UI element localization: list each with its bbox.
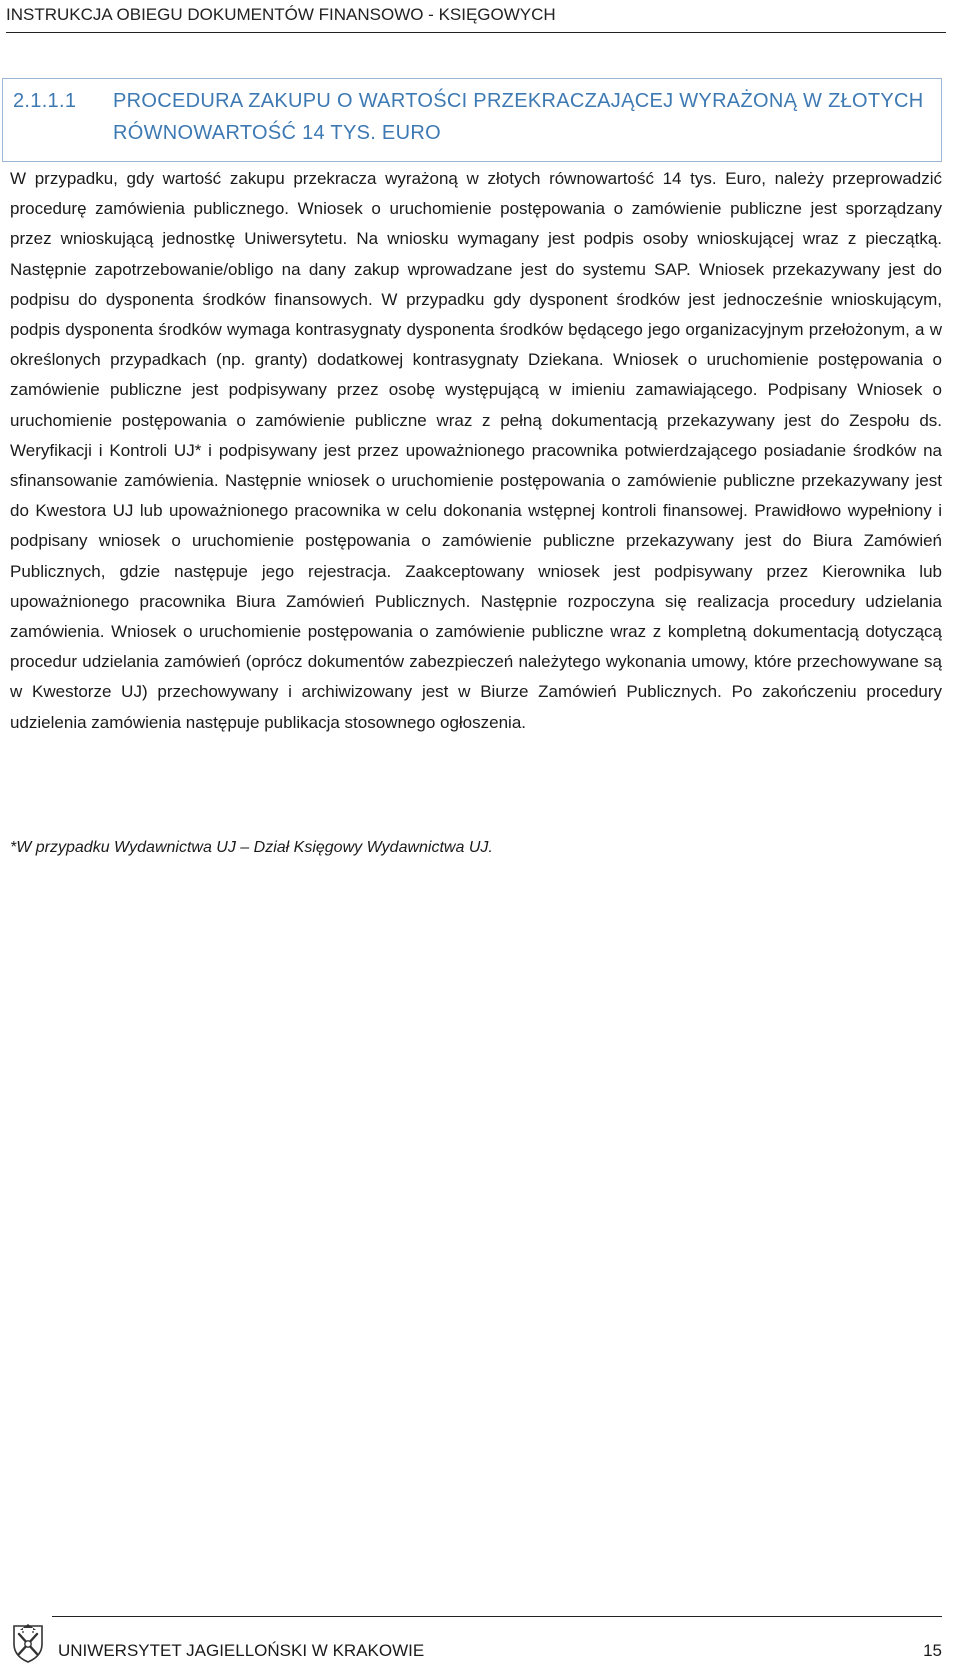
body-paragraph: W przypadku, gdy wartość zakupu przekracza wyrażoną w złotych równowartość 14 tys. Euro, należy przeprowadzić procedurę zamówienia publicznego. Wniosek o uruchomienie postępowania o zamówienie publiczne jest sporządzany przez wnioskującą jednostkę Uniwersytetu. Na wniosku wymagany jest podpis osoby wnioskującej wraz z pieczątką. Następnie zapotrzebowanie/obligo na dany zakup wprowadzane jest do systemu SAP. Wniosek przekazywany jest do podpisu do dysponenta środków finansowych. W przypadku gdy dysponent środków jest jednocześnie wnioskującym, podpis dysponenta środków wymaga kontrasygnaty dysponenta środków będącego jego organizacyjnym przełożonym, a w określonych przypadkach (np. granty) dodatkowej kontrasygnaty Dziekana. Wniosek o uruchomienie postępowania o zamówienie publiczne jest podpisywany przez osobę występującą w imieniu zamawiającego. Podpisany Wniosek o uruchomienie postępowania o zamówienie publiczne wraz z pełną dokumentacją przekazywany jest do Zespołu ds. Weryfikacji i Kontroli UJ* i podpisywany jest przez upoważnionego pracownika potwierdzającego posiadanie środków na sfinansowanie zamówienia. Następnie wniosek o uruchomienie postępowania o zamówienie publiczne przekazywany jest do Kwestora UJ lub upoważnionego pracownika w celu dokonania wstępnej kontroli finansowej. Prawidłowo wypełniony i podpisany wniosek o uruchomienie postępowania o zamówienie publiczne przekazywany jest do Biura Zamówień Publicznych, gdzie następuje jego rejestracja. Zaakceptowany wniosek jest podpisywany przez Kierownika lub upoważnionego pracownika Biura Zamówień Publicznych. Następnie rozpoczyna się realizacja procedury udzielania zamówienia. Wniosek o uruchomienie postępowania o zamówienie publiczne wraz z kompletną dokumentacją dotyczącą procedur udzielania zamówień (oprócz dokumentów zabezpieczeń należytego wykonania umowy, które przechowywane są w Kwestorze UJ) przechowywany i archiwizowany jest w Biurze Zamówień Publicznych. Po zakończeniu procedury udzielenia zamówienia następuje publikacja stosownego ogłoszenia. xyxy=(10,169,942,732)
footnote: *W przypadku Wydawnictwa UJ – Dział Księgowy Wydawnictwa UJ. xyxy=(10,839,493,856)
footer-institution: UNIWERSYTET JAGIELLOŃSKI W KRAKOWIE xyxy=(58,1641,425,1660)
section-number: 2.1.1.1 xyxy=(13,90,77,112)
section-heading-box xyxy=(2,78,942,162)
footer-divider xyxy=(52,1616,942,1617)
running-header xyxy=(6,2,946,33)
section-title-line1: PROCEDURA ZAKUPU O WARTOŚCI PRZEKRACZAJĄCEJ WYRAŻONĄ W ZŁOTYCH xyxy=(113,90,924,112)
university-crest-icon xyxy=(10,1620,46,1664)
page-number: 15 xyxy=(923,1641,942,1660)
section-title-line2: RÓWNOWARTOŚĆ 14 TYS. EURO xyxy=(113,122,441,144)
running-header-title: INSTRUKCJA OBIEGU DOKUMENTÓW FINANSOWO - KSIĘGOWYCH xyxy=(6,5,556,24)
section-heading xyxy=(13,85,933,149)
page-footer xyxy=(0,1612,946,1666)
